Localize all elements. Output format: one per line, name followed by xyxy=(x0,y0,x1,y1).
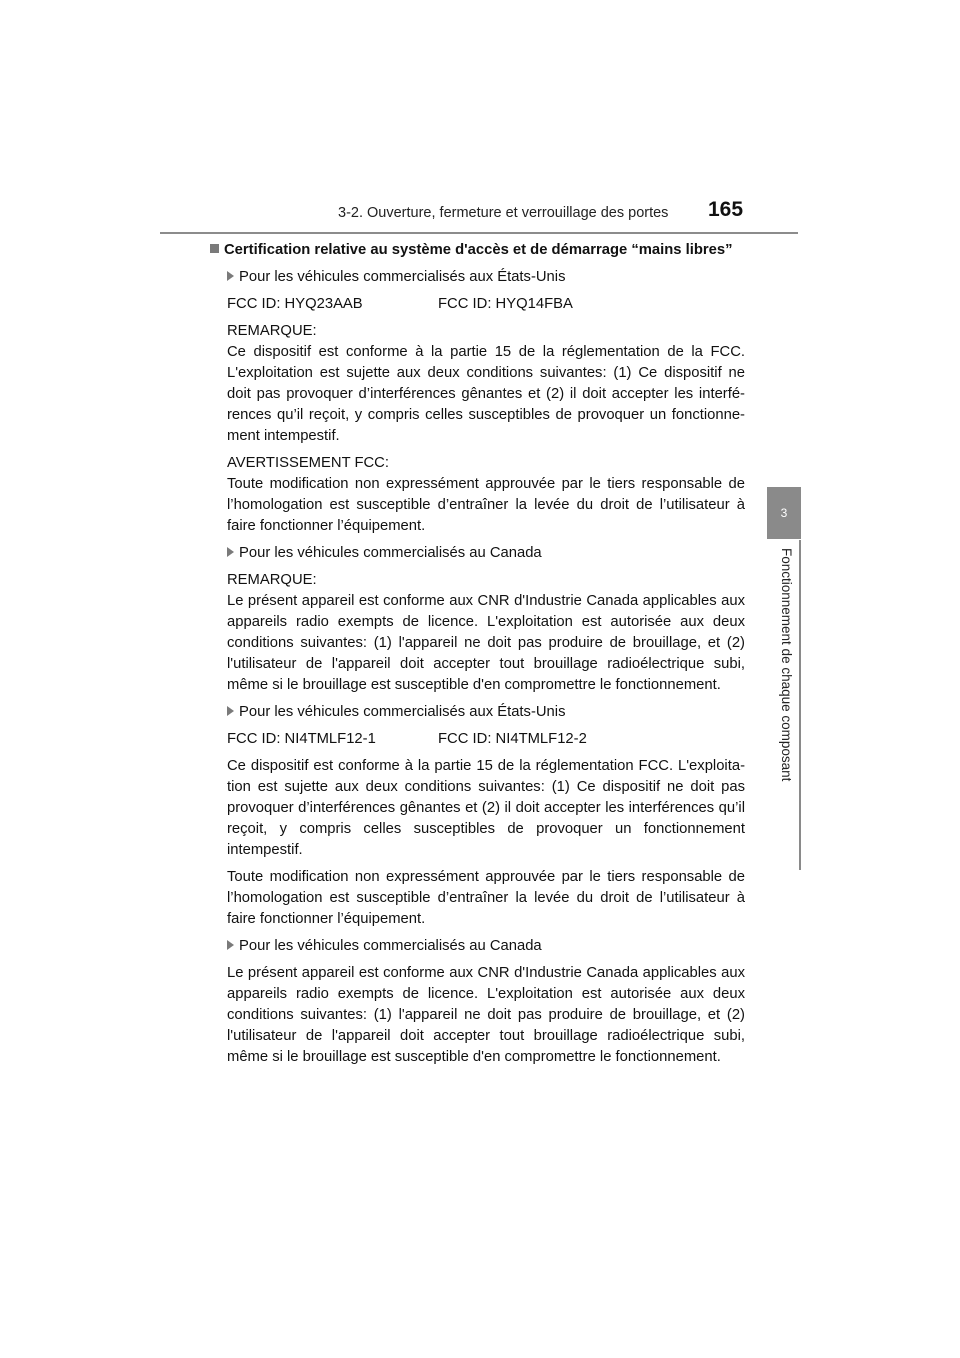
square-bullet-icon xyxy=(210,244,219,253)
fcc-id: FCC ID: NI4TMLF12-1 xyxy=(227,731,376,747)
paragraph xyxy=(227,963,745,1068)
subheading-text: Pour les véhicules commercialisés au Canada xyxy=(239,938,542,954)
content-blocks xyxy=(212,267,745,1068)
header-divider xyxy=(160,232,798,234)
fcc-id: FCC ID: HYQ23AAB xyxy=(227,296,363,312)
paragraph-line: AVERTISSEMENT FCC: xyxy=(227,455,389,471)
fcc-id-row xyxy=(227,729,745,750)
vehicle-market-subheading xyxy=(227,702,745,723)
fcc-id: FCC ID: HYQ14FBA xyxy=(438,296,573,312)
triangle-bullet-icon xyxy=(227,706,234,716)
paragraph-line: REMARQUE: xyxy=(227,572,317,588)
paragraph xyxy=(227,570,745,696)
paragraph-line: Ce dispositif est conforme à la partie 15 de la réglementation FCC. L'exploita-tion est sujette aux deux conditions suivantes: (1) Ce dispositif ne doit pas provoquer d’interférences gênantes et (2) il doit accepter les interférences qu’il reçoit, y compris celles susceptibles de provoquer un fonctionnement intempestif. xyxy=(227,758,745,858)
fcc-id-row xyxy=(227,294,745,315)
heading-text: Certification relative au système d'accès et de démarrage “mains libres” xyxy=(224,242,733,258)
paragraph-line: REMARQUE: xyxy=(227,323,317,339)
subheading-text: Pour les véhicules commercialisés aux États-Unis xyxy=(239,269,566,285)
subheading-text: Pour les véhicules commercialisés aux États-Unis xyxy=(239,704,566,720)
triangle-bullet-icon xyxy=(227,547,234,557)
paragraph xyxy=(227,756,745,861)
vehicle-market-subheading xyxy=(227,543,745,564)
chapter-title: Fonctionnement de chaque composant xyxy=(779,548,794,782)
vehicle-market-subheading xyxy=(227,267,745,288)
paragraph xyxy=(227,867,745,930)
triangle-bullet-icon xyxy=(227,940,234,950)
vehicle-market-subheading xyxy=(227,936,745,957)
page-content xyxy=(212,240,745,1074)
side-divider xyxy=(799,540,801,870)
section-title: 3-2. Ouverture, fermeture et verrouillage des portes xyxy=(338,205,669,221)
paragraph-line: Le présent appareil est conforme aux CNR d'Industrie Canada applicables aux appareils radio exempts de licence. L'exploitation est autorisée aux deux conditions suivantes: (1) l'appareil ne doit pas produire de brouillage, et (2) l'utilisateur de l'appareil doit accepter tout brouillage radioélectrique subi, même si le brouillage est susceptible d'en compromettre le fonctionnement. xyxy=(227,593,745,693)
section-heading xyxy=(210,240,743,261)
chapter-number-tab: 3 xyxy=(767,487,801,539)
triangle-bullet-icon xyxy=(227,271,234,281)
paragraph-line: Le présent appareil est conforme aux CNR d'Industrie Canada applicables aux appareils radio exempts de licence. L'exploitation est autorisée aux deux conditions suivantes: (1) l'appareil ne doit pas produire de brouillage, et (2) l'utilisateur de l'appareil doit accepter tout brouillage radioélectrique subi, même si le brouillage est susceptible d'en compromettre le fonctionnement. xyxy=(227,965,745,1065)
paragraph-line: Toute modification non expressément approuvée par le tiers responsable de l’homologation est susceptible d’entraîner la levée du droit de l’utilisateur à faire fonctionner l’équipement. xyxy=(227,476,745,534)
paragraph-line: Ce dispositif est conforme à la partie 15 de la réglementation de la FCC. L'exploitation est sujette aux deux conditions suivantes: (1) Ce dispositif ne doit pas provoquer d’interférences gênantes et (2) il doit accepter les interfé-rences qu’il reçoit, y compris celles susceptibles de provoquer un fonctionne-ment intempestif. xyxy=(227,344,745,444)
subheading-text: Pour les véhicules commercialisés au Canada xyxy=(239,545,542,561)
paragraph xyxy=(227,453,745,537)
paragraph-line: Toute modification non expressément approuvée par le tiers responsable de l’homologation est susceptible d’entraîner la levée du droit de l’utilisateur à faire fonctionner l’équipement. xyxy=(227,869,745,927)
fcc-id: FCC ID: NI4TMLF12-2 xyxy=(438,731,587,747)
paragraph xyxy=(227,321,745,447)
page-number: 165 xyxy=(708,198,744,221)
